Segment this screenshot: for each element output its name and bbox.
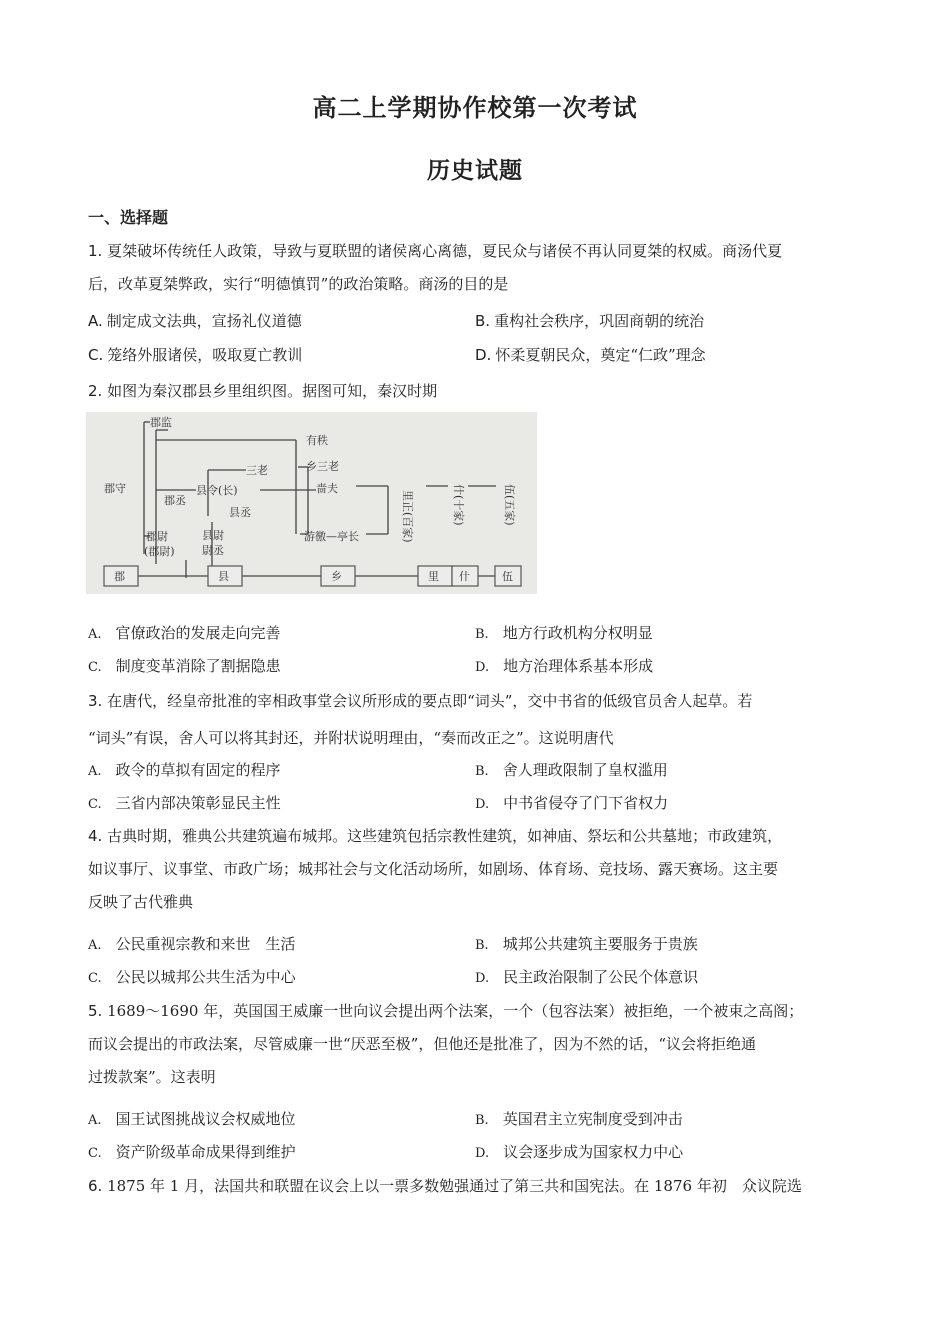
label-xian-ling: 县令(长) [196,484,238,497]
question-6: 6. 1875 年 1 月，法国共和联盟在议会上以一票多数勉强通过了第三共和国宪法。在 1876 年初 众议院选 [88,1177,802,1195]
label-wu: 伍(五家) [503,484,516,526]
option-c: C. 三省内部决策彰显民主性 [88,794,281,812]
question-stem: 而议会提出的市政法案，尽管威廉一世“厌恶至极”，但他还是批准了，因为不然的话，“议会将拒绝通 [88,1035,757,1053]
option-b: B. 地方行政机构分权明显 [475,624,653,642]
question-number: 2 [88,382,98,400]
option-a: A. 政令的草拟有固定的程序 [88,761,281,779]
question-stem: 古典时期，雅典公共建筑遍布城邦。这些建筑包括宗教性建筑，如神庙、祭坛和公共墓地；市政建筑， [107,827,783,845]
subject-title: 历史试题 [427,157,523,184]
question-stem: 在唐代，经皇帝批准的宰相政事堂会议所形成的要点即“词头”，交中书省的低级官员舍人起草。若 [107,692,753,710]
question-3: 3. 在唐代，经皇帝批准的宰相政事堂会议所形成的要点即“词头”，交中书省的低级官员舍人起草。若 “词头”有误，舍人可以将其封还，并附状说明理由，“奏而改正之”。这说明唐代 [88,685,863,755]
question-stem: 过拨款案”。这表明 [88,1068,216,1086]
option-b: B. 英国君主立宪制度受到冲击 [475,1110,683,1128]
option-d: D. 民主政治限制了公民个体意识 [475,968,699,986]
label-li-zheng: 里正(百家) [401,490,414,543]
option-c: C. 笼络外服诸侯，吸取夏亡教训 [88,346,303,364]
option-c: C. 公民以城邦公共生活为中心 [88,968,296,986]
option-c: C. 制度变革消除了割据隐患 [88,657,281,675]
option-d: D. 地方治理体系基本形成 [475,657,654,675]
section-heading: 一、选择题 [88,208,169,227]
label-you-zhi: 有秩 [306,434,328,447]
question-stem: 如图为秦汉郡县乡里组织图。据图可知，秦汉时期 [107,382,438,400]
question-number: 5 [88,1002,98,1020]
label-wei-cheng: 尉丞 [202,544,224,557]
label-jun-wei-alt: (郡尉) [144,545,175,558]
option-d: D. 议会逐步成为国家权力中心 [475,1143,684,1161]
question-stem: 夏桀破坏传统任人政策，导致与夏联盟的诸侯离心离德，夏民众与诸侯不再认同夏桀的权威。商汤代夏 [107,242,783,260]
label-jun-shou: 郡守 [104,482,126,495]
bar-label-xiang: 乡 [331,570,342,583]
question-stem: 1875 年 1 月，法国共和联盟在议会上以一票多数勉强通过了第三共和国宪法。在 1876 年初 众议院选 [107,1177,802,1195]
bar-label-li: 里 [428,570,439,583]
qin-han-organization-diagram [86,412,537,594]
label-jun-cheng: 郡丞 [164,494,186,507]
label-jun-wei: 郡尉 [146,530,168,543]
question-2: 2. 如图为秦汉郡县乡里组织图。据图可知，秦汉时期 [88,382,438,400]
bar-label-xian: 县 [218,570,229,583]
option-a: A. 公民重视宗教和来世 生活 [88,935,296,953]
option-b: B. 舍人理政限制了皇权滥用 [475,761,668,779]
option-d: D. 中书省侵夺了门下省权力 [475,794,669,812]
bar-label-wu: 伍 [502,570,513,583]
label-se-fu: 啬夫 [316,482,338,495]
option-d: D. 怀柔夏朝民众，奠定“仁政”理念 [475,346,706,364]
label-xian-cheng: 县丞 [229,506,251,519]
question-stem: 后，改革夏桀弊政，实行“明德慎罚”的政治策略。商汤的目的是 [88,275,509,293]
question-number: 3 [88,692,98,710]
question-stem: “词头”有误，舍人可以将其封还，并附状说明理由，“奏而改正之”。这说明唐代 [88,729,614,747]
question-stem: 反映了古代雅典 [88,893,194,911]
option-b: B. 重构社会秩序，巩固商朝的统治 [475,312,705,330]
label-xian-wei: 县尉 [202,529,224,542]
label-you-jiao: 游徼—亭长 [304,530,359,543]
question-number: 4 [88,827,98,845]
option-a: A. 官僚政治的发展走向完善 [88,624,281,642]
label-jun-jian: 郡监 [150,416,172,429]
option-a: A. 国王试图挑战议会权威地位 [88,1110,296,1128]
option-c: C. 资产阶级革命成果得到维护 [88,1143,296,1161]
option-b: B. 城邦公共建筑主要服务于贵族 [475,935,698,953]
label-xiang-san-lao: 乡三老 [306,460,339,473]
exam-title: 高二上学期协作校第一次考试 [312,93,638,122]
question-number: 6 [88,1177,98,1195]
question-stem: 如议事厅、议事堂、市政广场；城邦社会与文化活动场所，如剧场、体育场、竞技场、露天赛场。这主要 [88,860,779,878]
question-number: 1 [88,242,98,260]
question-5: 5. 1689～1690 年，英国国王威廉一世向议会提出两个法案，一个（包容法案）被拒绝，一个被束之高阁； 而议会提出的市政法案，尽管威廉一世“厌恶至极”，但他还是批准了，因为不然的话，“议会将拒绝通 过拨款案”。这表明 [88,995,863,1094]
label-san-lao: 三老 [246,464,268,477]
option-a: A. 制定成文法典，宣扬礼仪道德 [88,312,302,330]
question-4: 4. 古典时期，雅典公共建筑遍布城邦。这些建筑包括宗教性建筑，如神庙、祭坛和公共墓地；市政建筑， 如议事厅、议事堂、市政广场；城邦社会与文化活动场所，如剧场、体育场、竞技场、露天赛场。这主要 反映了古代雅典 [88,820,863,919]
bar-label-jun: 郡 [114,570,125,583]
question-stem: 1689～1690 年，英国国王威廉一世向议会提出两个法案，一个（包容法案）被拒绝，一个被束之高阁； [107,1002,804,1020]
question-1: 1. 夏桀破坏传统任人政策，导致与夏联盟的诸侯离心离德，夏民众与诸侯不再认同夏桀的权威。商汤代夏 后，改革夏桀弊政，实行“明德慎罚”的政治策略。商汤的目的是 [88,235,863,301]
label-shi: 什(十家) [452,484,465,526]
bar-label-shi: 什 [459,570,470,583]
